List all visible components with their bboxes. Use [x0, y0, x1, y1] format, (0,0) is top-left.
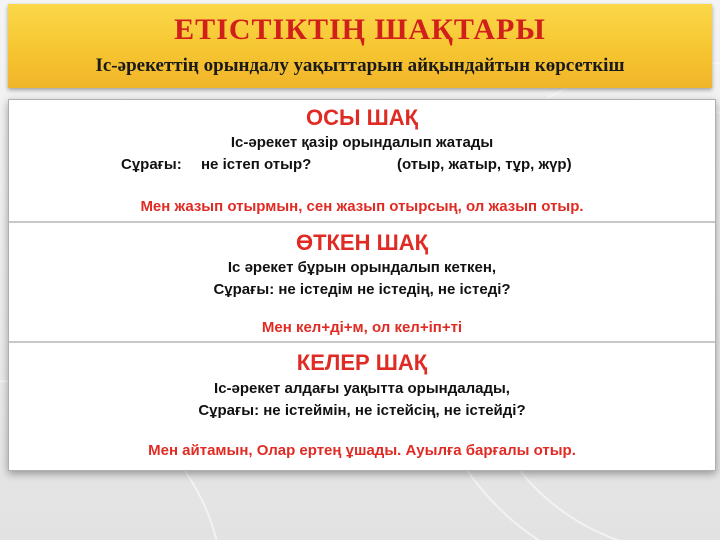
- tense-definition: Іс-әрекет алдағы уақытта орындалады,: [214, 380, 510, 397]
- question-text: не істеп отыр?: [201, 156, 312, 173]
- slide-subtitle: Іс-әрекеттің орындалу уақыттарын айқындайтын көрсеткіш: [95, 55, 625, 76]
- tense-row-present: [9, 100, 715, 221]
- tense-title: КЕЛЕР ШАҚ: [296, 350, 428, 375]
- tense-definition: Іс әрекет бұрын орындалып кеткен,: [227, 259, 497, 276]
- tense-example: Мен жазып отырмын, сен жазып отырсың, ол жазып отыр.: [140, 198, 584, 215]
- question-label: Сұрағы:: [121, 156, 182, 173]
- tense-title: ӨТКЕН ШАҚ: [295, 230, 429, 255]
- tense-question: Сұрағы: не істедім не істедің, не істеді?: [213, 281, 511, 298]
- tense-row-past: [9, 221, 715, 343]
- tense-title: ОСЫ ШАҚ: [305, 105, 419, 130]
- tense-example: Мен айтамын, Олар ертең ұшады. Ауылға барғалы отыр.: [148, 442, 576, 459]
- tense-question: Сұрағы: не істеймін, не істейсің, не істейді?: [198, 402, 526, 419]
- tenses-table: [8, 99, 716, 471]
- slide-title: ЕТІСТІКТІҢ ШАҚТАРЫ: [174, 13, 546, 46]
- tense-row-future: [9, 341, 715, 472]
- tense-example: Мен кел+ді+м, ол кел+іп+ті: [261, 319, 463, 336]
- auxiliary-verbs: (отыр, жатыр, тұр, жүр): [397, 156, 572, 173]
- tense-question-line: [9, 155, 715, 175]
- slide-header: [8, 4, 712, 88]
- tense-definition: Іс-әрекет қазір орындалып жатады: [230, 134, 494, 151]
